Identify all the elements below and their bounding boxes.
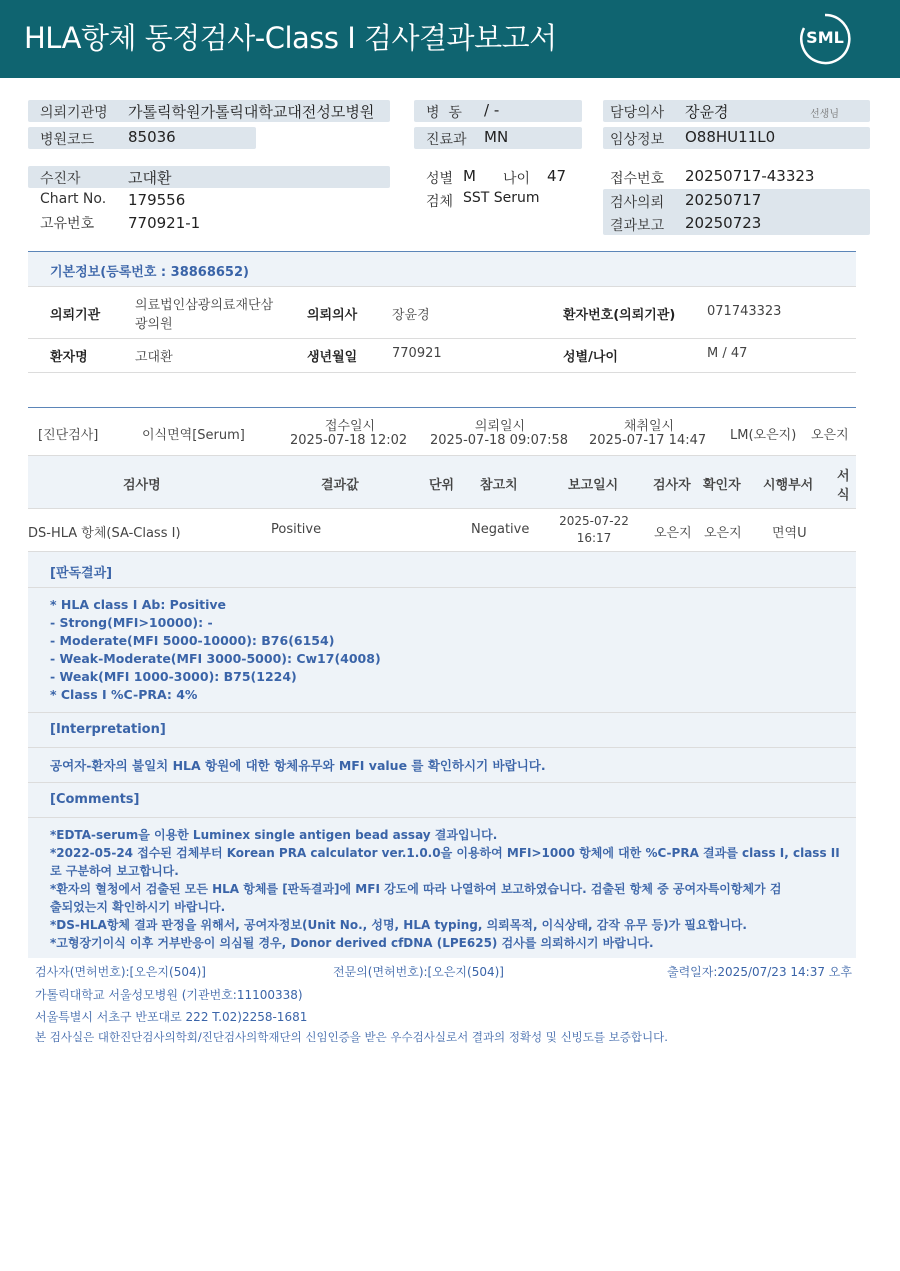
row-dept: 면역U	[772, 526, 807, 541]
name-label: 환자명	[50, 350, 88, 365]
col-dept: 시행부서	[763, 478, 814, 493]
sml-logo	[798, 12, 852, 66]
col-checker: 확인자	[703, 478, 741, 493]
diag-type: 이식면역[Serum]	[142, 428, 245, 443]
comments-title: [Comments]	[50, 792, 140, 807]
comment-line: *환자의 혈청에서 검출된 모든 HLA 항체를 [판독결과]에 MFI 강도에 따라 나열하여 보고하였습니다. 검출된 항체 중 공여자특이항체가 검	[50, 882, 782, 896]
doctor-label: 담당의사	[610, 105, 665, 121]
specimen-value: SST Serum	[463, 190, 540, 206]
lm-name: 오은지	[811, 428, 849, 443]
sexage-value: M / 47	[707, 346, 748, 361]
report-header	[0, 0, 900, 78]
reading-line: * HLA class I Ab: Positive	[50, 597, 227, 612]
interpretation-text: 공여자-환자의 불일치 HLA 항원에 대한 항체유무와 MFI value 를 확인하시기 바랍니다.	[50, 758, 546, 773]
row-result: Positive	[271, 522, 322, 537]
divider	[28, 338, 856, 339]
patient-value: 고대환	[128, 169, 172, 187]
receipt-time-label: 접수일시	[324, 419, 376, 434]
clinical-value: O88HU11L0	[685, 128, 776, 146]
divider	[28, 587, 856, 588]
footer-tester: 검사자(면허번호):[오은지(504)]	[35, 965, 206, 979]
sex-value: M	[463, 167, 476, 185]
comment-line: 출되었는지 확인하시기 바랍니다.	[50, 900, 226, 914]
org-value-line1: 의료법인삼광의료재단삼	[135, 298, 274, 313]
comment-line: *DS-HLA항체 결과 판정을 위해서, 공여자정보(Unit No., 성명, HLA typing, 의뢰목적, 이식상태, 감작 유무 등)가 필요합니다.	[50, 918, 747, 932]
footer-cert: 본 검사실은 대한진단검사의학회/진단검사의학재단의 신임인증을 받은 우수검사실로서 결과의 정확성 및 신빙도를 보증합니다.	[35, 1030, 668, 1044]
diag-top-line	[28, 407, 856, 408]
footer-lab: 가톨릭대학교 서울성모병원 (기관번호:11100338)	[35, 988, 303, 1002]
hospital-code-value: 85036	[128, 128, 176, 146]
row-ref: Negative	[471, 522, 530, 537]
id-value: 770921-1	[128, 214, 201, 232]
sexage-label: 성별/나이	[563, 350, 618, 365]
dept-value: MN	[484, 128, 509, 146]
age-label: 나이	[503, 171, 531, 187]
col-result: 결과값	[321, 478, 359, 493]
doctor-suffix: 선생님	[810, 109, 839, 120]
requesting-org-label: 의뢰기관명	[40, 105, 108, 121]
reading-line: - Weak-Moderate(MFI 3000-5000): Cw17(4008)	[50, 651, 381, 666]
col-sign-top: 서	[837, 469, 850, 484]
logo-text: SML	[806, 28, 844, 47]
birth-value: 770921	[392, 346, 442, 361]
patient-no-label: 환자번호(의뢰기관)	[563, 308, 676, 323]
name-value: 고대환	[135, 350, 173, 365]
receipt-no-value: 20250717-43323	[685, 167, 815, 185]
request-date-value: 20250717	[685, 191, 762, 209]
divider	[28, 747, 856, 748]
comment-line: *2022-05-24 접수된 검체부터 Korean PRA calculator ver.1.0.0을 이용하여 MFI>1000 항체에 대한 %C-PRA 결과를 class I, class II	[50, 846, 840, 860]
report-title: HLA항체 동정검사-Class I 검사결과보고서	[24, 21, 557, 55]
request-time-value: 2025-07-18 09:07:58	[430, 433, 569, 448]
footer-specialist: 전문의(면허번호):[오은지(504)]	[333, 965, 504, 979]
divider	[28, 817, 856, 818]
lm-value: LM(오은지)	[730, 428, 797, 443]
report-date-value: 20250723	[685, 214, 762, 232]
patient-label: 수진자	[40, 171, 81, 187]
row-date-line2: 16:17	[576, 531, 612, 545]
diag-category: [진단검사]	[38, 428, 99, 443]
comment-line: 로 구분하여 보고합니다.	[50, 864, 179, 878]
divider	[28, 286, 856, 287]
patient-no-value: 071743323	[707, 304, 782, 319]
sex-label: 성별	[426, 171, 454, 187]
row-tester: 오은지	[654, 526, 692, 541]
divider	[28, 782, 856, 783]
row-date-line1: 2025-07-22	[559, 514, 629, 528]
birth-label: 생년월일	[307, 350, 358, 365]
ref-doctor-value: 장윤경	[392, 308, 430, 323]
reading-title: [판독결과]	[50, 566, 113, 581]
org-value-line2: 광의원	[135, 317, 173, 332]
request-date-label: 검사의뢰	[610, 195, 665, 211]
receipt-no-label: 접수번호	[610, 171, 665, 187]
doctor-value: 장윤경	[685, 103, 729, 121]
col-report-date: 보고일시	[568, 478, 619, 493]
id-label: 고유번호	[40, 216, 95, 232]
ward-value: / -	[484, 101, 500, 119]
ward-label: 병 동	[426, 105, 462, 121]
collect-time-label: 채취일시	[623, 419, 675, 434]
col-sign-bottom: 식	[837, 488, 850, 503]
row-checker: 오은지	[704, 526, 742, 541]
row-test-name: DS-HLA 항체(SA-Class I)	[28, 526, 181, 541]
basic-info-title: 기본정보(등록번호 : 38868652)	[50, 265, 249, 280]
age-value: 47	[547, 167, 567, 185]
request-time-label: 의뢰일시	[474, 419, 526, 434]
col-tester: 검사자	[653, 478, 691, 493]
ref-doctor-label: 의뢰의사	[307, 308, 358, 323]
divider	[28, 455, 856, 456]
hospital-code-label: 병원코드	[40, 132, 95, 148]
receipt-time-value: 2025-07-18 12:02	[290, 433, 408, 448]
divider	[28, 712, 856, 713]
col-test-name: 검사명	[123, 478, 161, 493]
interpretation-title: [Interpretation]	[50, 722, 166, 737]
footer-address: 서울특별시 서초구 반포대로 222 T.02)2258-1681	[35, 1010, 308, 1024]
clinical-label: 임상정보	[610, 132, 665, 148]
comment-line: *EDTA-serum을 이용한 Luminex single antigen bead assay 결과입니다.	[50, 828, 498, 842]
org-label: 의뢰기관	[50, 308, 101, 323]
report-date-label: 결과보고	[610, 218, 665, 234]
specimen-label: 검체	[426, 194, 454, 210]
chart-value: 179556	[128, 191, 186, 209]
col-unit: 단위	[429, 478, 455, 493]
reading-line: - Weak(MFI 1000-3000): B75(1224)	[50, 669, 297, 684]
patient-field	[28, 166, 390, 188]
collect-time-value: 2025-07-17 14:47	[589, 433, 707, 448]
chart-label: Chart No.	[40, 191, 107, 207]
comment-line: *고형장기이식 이후 거부반응이 의심될 경우, Donor derived cfDNA (LPE625) 검사를 의뢰하시기 바랍니다.	[50, 936, 654, 950]
requesting-org-value: 가톨릭학원가톨릭대학교대전성모병원	[128, 103, 375, 121]
divider	[28, 508, 856, 509]
reading-line: * Class I %C-PRA: 4%	[50, 687, 198, 702]
footer-printed: 출력일자:2025/07/23 14:37 오후	[667, 965, 852, 979]
col-ref: 참고치	[480, 478, 518, 493]
reading-line: - Moderate(MFI 5000-10000): B76(6154)	[50, 633, 335, 648]
reading-line: - Strong(MFI>10000): -	[50, 615, 213, 630]
divider	[28, 372, 856, 373]
dept-label: 진료과	[426, 132, 467, 148]
